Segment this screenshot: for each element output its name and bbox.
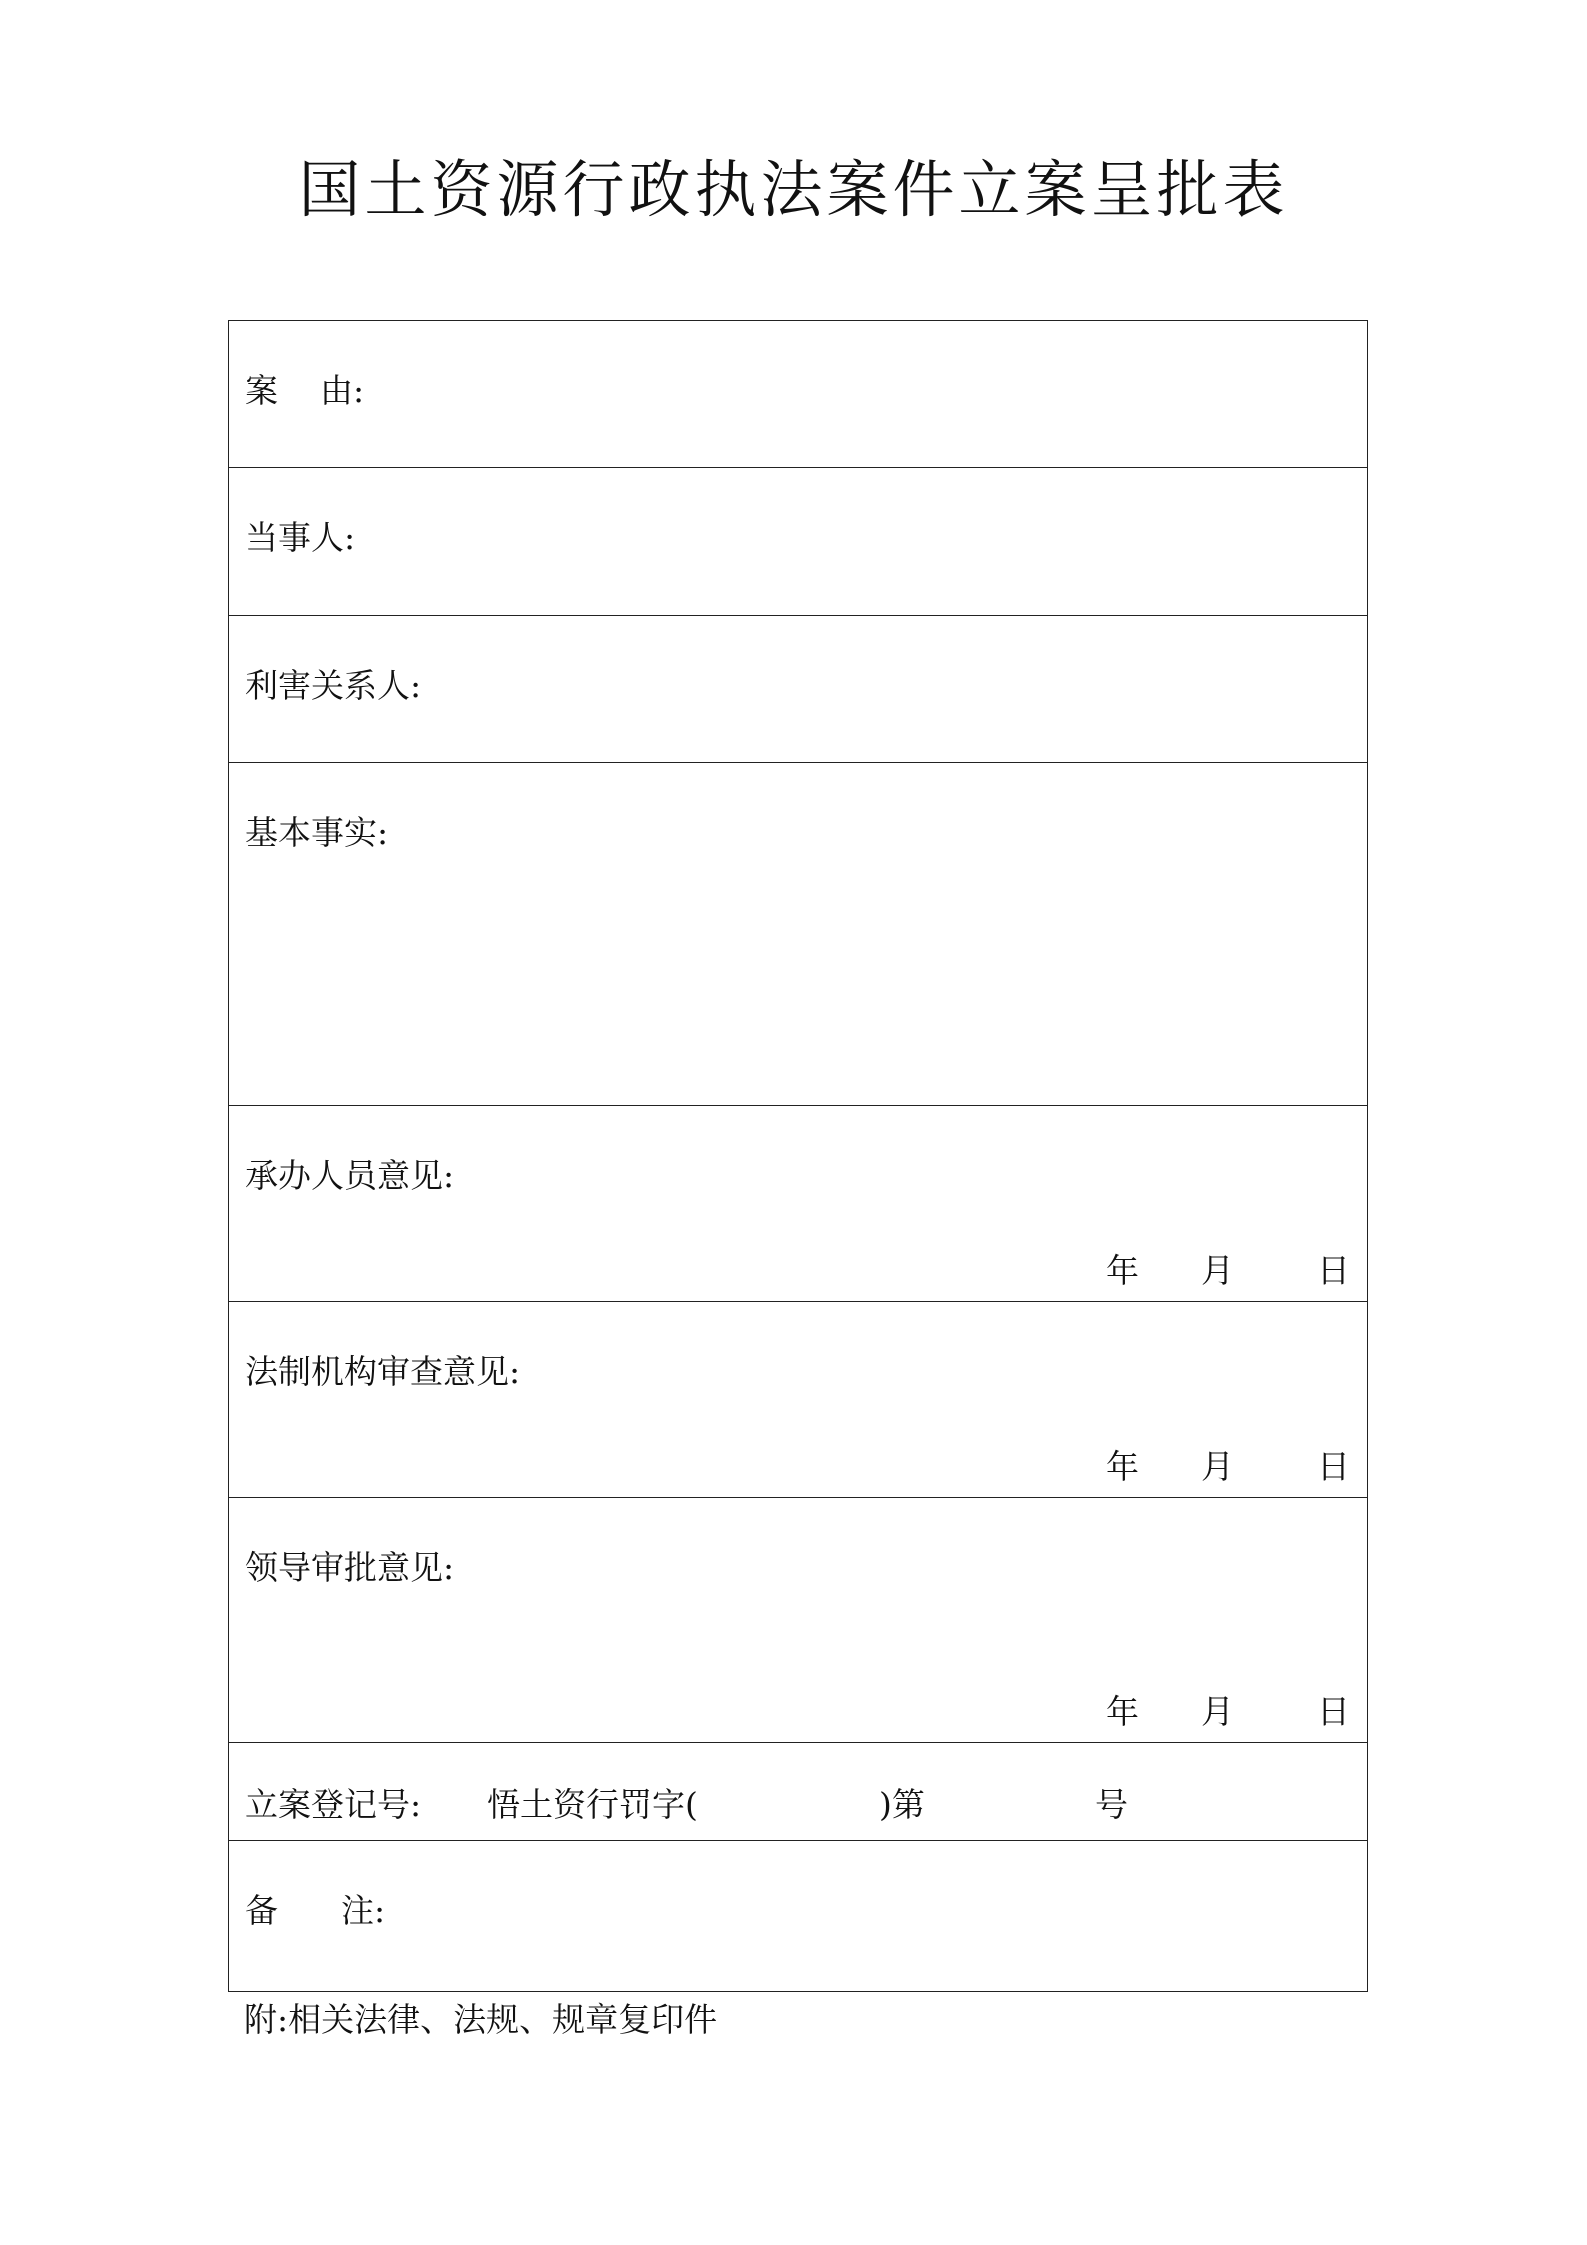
basic-facts-label: 基本事实: [245,813,389,852]
row-interested-party [229,616,1367,763]
date-month: 月 [1201,1692,1234,1731]
row-party [229,468,1367,616]
approval-form-table [228,320,1368,1992]
date-day: 日 [1317,1251,1350,1290]
row-remarks [229,1841,1367,1993]
registration-label: 立案登记号: [245,1785,422,1824]
remarks-label: 备 注: [245,1891,386,1930]
leader-approval-opinion-label: 领导审批意见: [245,1548,455,1587]
row-case-reason [229,321,1367,468]
registration-suffix: 号 [1095,1785,1128,1824]
form-title: 国土资源行政执法案件立案呈批表 [298,153,1289,226]
handler-opinion-label: 承办人员意见: [245,1156,455,1195]
date-month: 月 [1201,1447,1234,1486]
date-year: 年 [1106,1251,1139,1290]
party-label: 当事人: [245,518,356,557]
row-basic-facts [229,763,1367,1106]
row-leader-approval-opinion [229,1498,1367,1743]
case-reason-label: 案 由: [245,371,365,410]
date-day: 日 [1317,1692,1350,1731]
date-day: 日 [1317,1447,1350,1486]
registration-prefix: 悟土资行罚字( [487,1785,698,1824]
date-year: 年 [1106,1692,1139,1731]
attachment-note: 附:相关法律、法规、规章复印件 [244,2000,718,2039]
legal-review-opinion-label: 法制机构审查意见: [245,1352,521,1391]
row-handler-opinion [229,1106,1367,1302]
row-legal-review-opinion [229,1302,1367,1498]
registration-middle: )第 [879,1785,925,1824]
row-registration-number [229,1743,1367,1841]
date-year: 年 [1106,1447,1139,1486]
interested-party-label: 利害关系人: [245,666,422,705]
date-month: 月 [1201,1251,1234,1290]
